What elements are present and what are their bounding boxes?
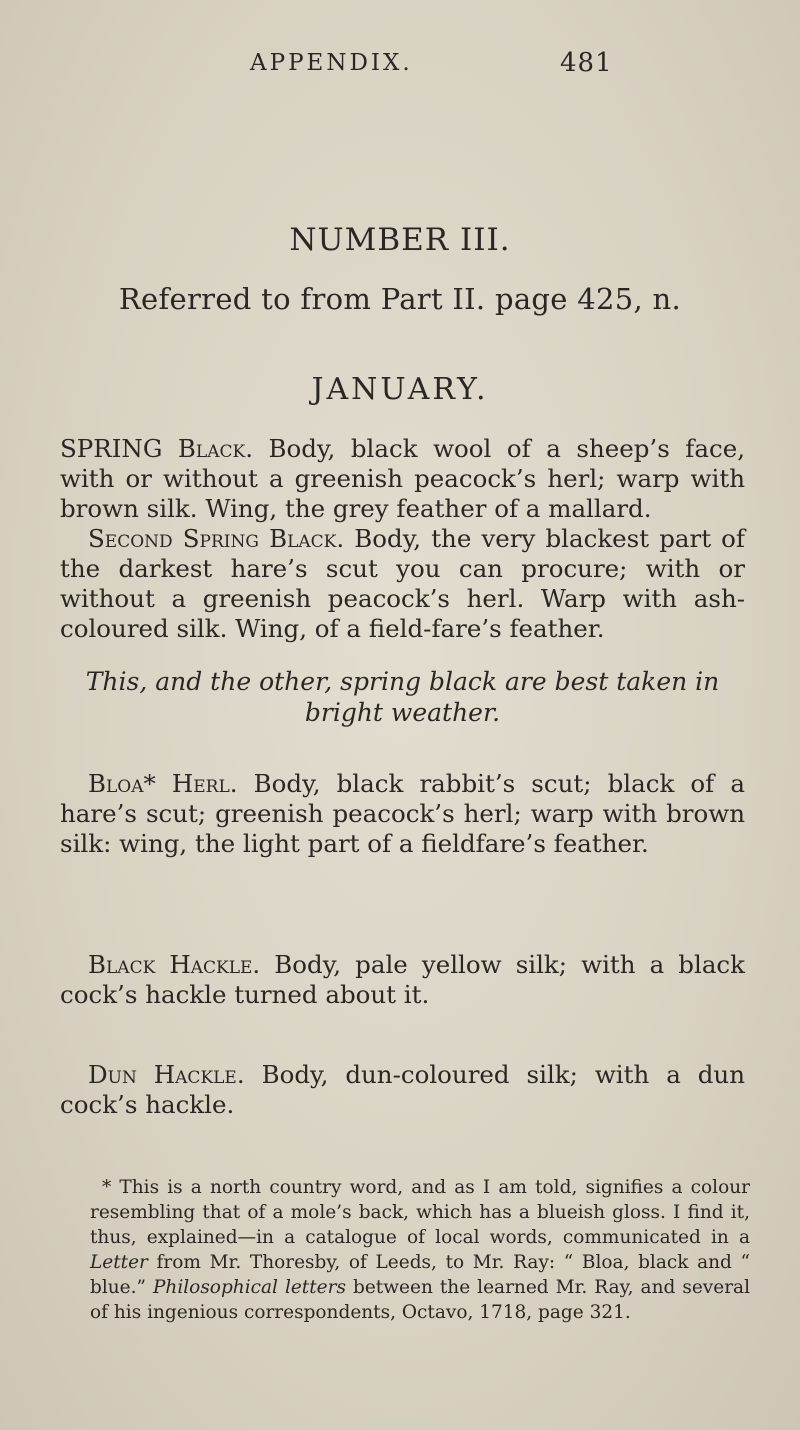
fly-description: Body, dun-coloured silk; with a dun cock’s hackle. <box>60 1060 745 1119</box>
fly-name: Bloa* Herl. <box>88 769 238 798</box>
month-heading: JANUARY. <box>311 372 489 407</box>
fly-name: Dun Hackle. <box>88 1060 245 1089</box>
page-number: 481 <box>560 48 613 78</box>
fly-name: Black Hackle. <box>88 950 261 979</box>
footnote-text: between the learned Mr. Ray, and several of his ingenious correspondents, Octavo, 1718, page 321. <box>90 1277 750 1323</box>
fly-entry-dun-hackle <box>60 1060 745 1120</box>
fly-name: Second Spring Black. <box>88 524 345 553</box>
footnote-text: * This is a north country word, and as I am told, signifies a colour resembling that of a mole’s back, which has a blueish gloss. I find it, thus, explained—in a catalogue of local words, communicated in a <box>90 1177 750 1248</box>
fly-description: Body, black wool of a sheep’s face, with or without a greenish peacock’s herl; warp with brown silk. Wing, the grey feather of a mallard. <box>60 434 745 523</box>
weather-note: This, and the other, spring black are best taken in bright weather. <box>85 667 720 727</box>
fly-entry-second-spring-black <box>60 524 745 644</box>
fly-description: Body, the very blackest part of the darkest hare’s scut you can procure; with or without a greenish peacock’s herl. Warp with ash-coloured silk. Wing, of a field-fare’s feather. <box>60 524 745 643</box>
fly-description: Body, black rabbit’s scut; black of a hare’s scut; greenish peacock’s herl; warp with brown silk: wing, the light part of a fieldfare’s feather. <box>60 769 745 858</box>
footnote <box>90 1175 750 1325</box>
running-head: APPENDIX. <box>250 50 413 76</box>
page-header <box>0 42 800 82</box>
fly-name: SPRING Black. <box>60 434 253 463</box>
fly-description: Body, pale yellow silk; with a black cock’s hackle turned about it. <box>60 950 746 1009</box>
fly-entry-bloa-herl <box>60 769 745 859</box>
footnote-text: from Mr. Thoresby, of Leeds, to Mr. Ray: “ Bloa, black and “ blue.” <box>90 1252 750 1298</box>
footnote-italic: Philosophical letters <box>152 1277 346 1298</box>
section-heading: NUMBER III. <box>289 222 511 258</box>
referral-line: Referred to from Part II. page 425, n. <box>118 282 682 316</box>
fly-entries-group-1 <box>60 434 745 644</box>
footnote-italic: Letter <box>90 1252 148 1273</box>
fly-entry-black-hackle <box>60 950 745 1010</box>
fly-entry-spring-black <box>60 434 745 524</box>
